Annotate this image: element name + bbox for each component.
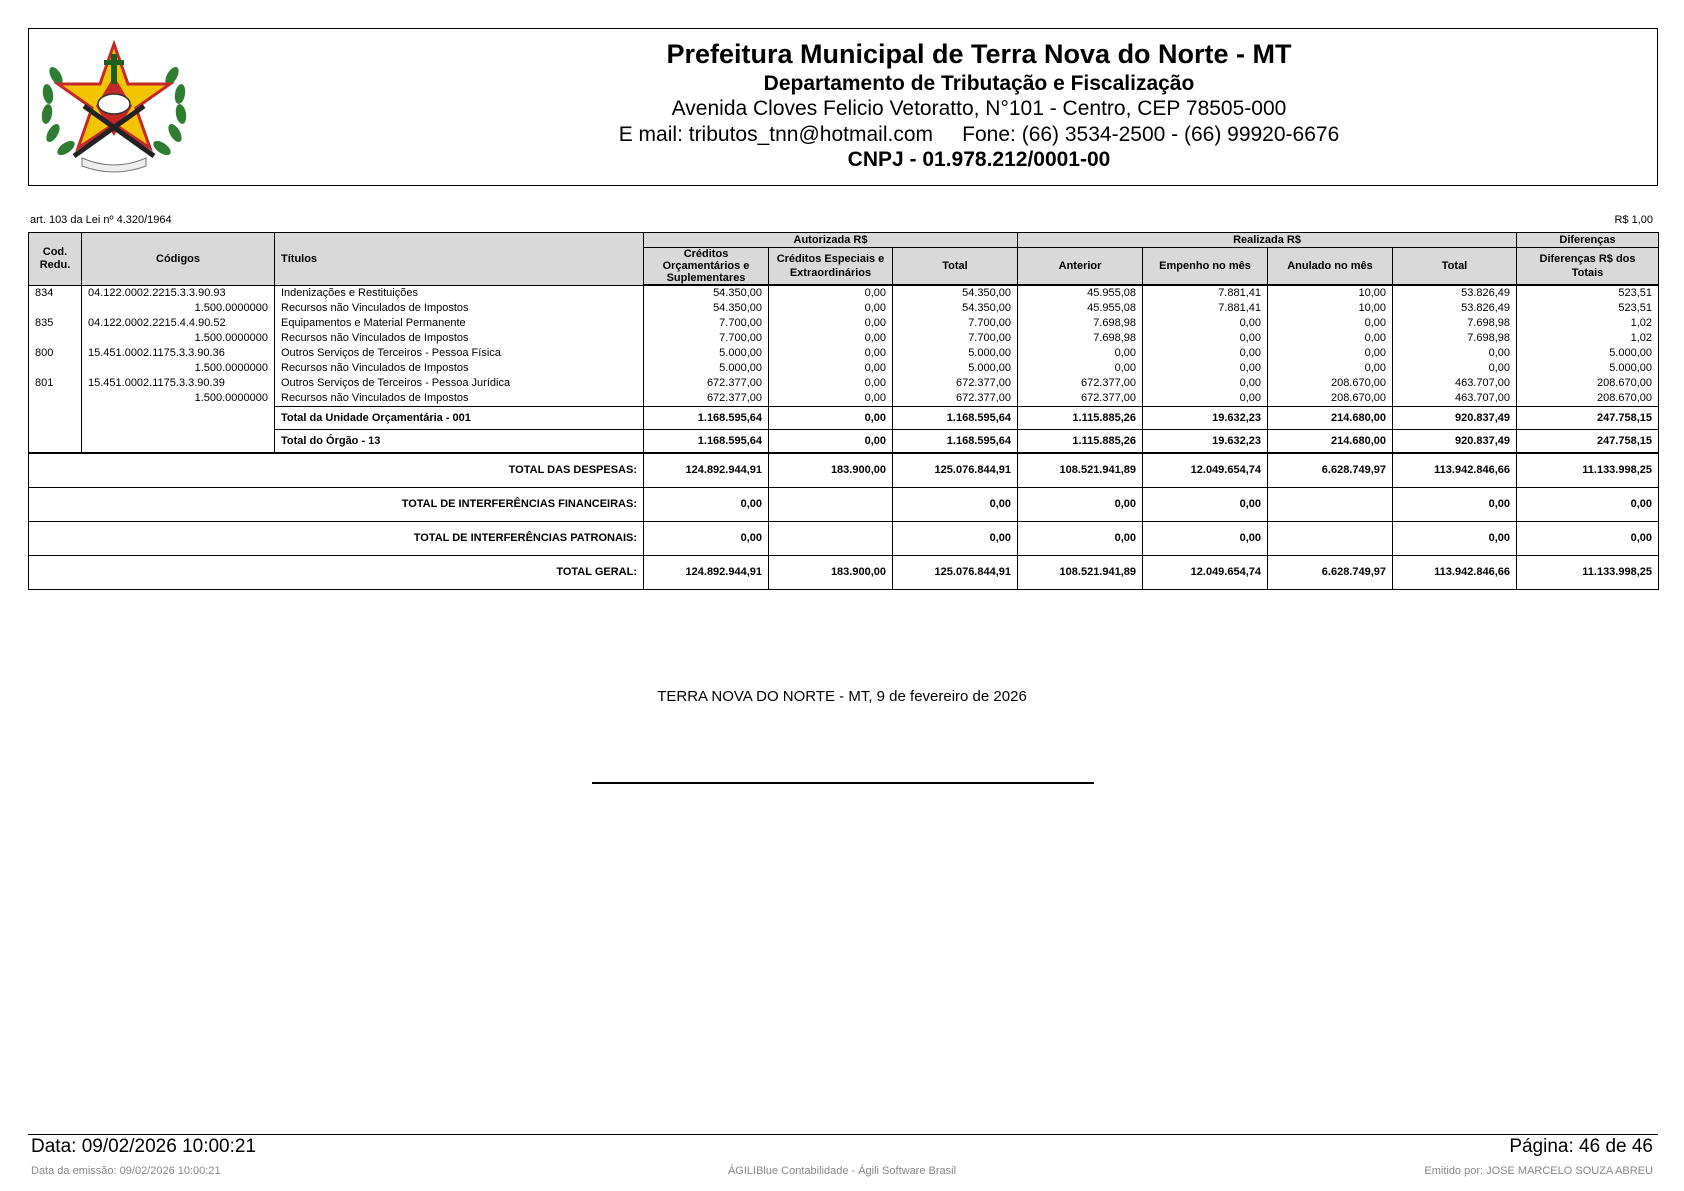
cod-cell [29, 391, 82, 407]
subtotal-value: 920.837,49 [1393, 407, 1517, 430]
value-cell: 7.698,98 [1393, 331, 1517, 346]
grand-total-label: TOTAL DE INTERFERÊNCIAS FINANCEIRAS: [29, 488, 644, 522]
grand-total-value: 0,00 [1143, 488, 1268, 522]
value-cell: 0,00 [1018, 346, 1143, 361]
grand-total-value: 0,00 [893, 522, 1018, 556]
grand-total-value: 0,00 [1143, 522, 1268, 556]
group-autorizada: Autorizada R$ [644, 233, 1018, 248]
grand-total-value: 0,00 [893, 488, 1018, 522]
emission-date: Data da emissão: 09/02/2026 10:00:21 [31, 1165, 221, 1177]
grand-total-value: 125.076.844,91 [893, 556, 1018, 590]
grand-total-value: 0,00 [1517, 522, 1659, 556]
titulo-cell: Indenizações e Restituições [275, 285, 644, 301]
table-row [29, 316, 1659, 331]
legal-reference: art. 103 da Lei nº 4.320/1964 [30, 214, 172, 226]
grand-total-row [29, 522, 1659, 556]
value-cell: 672.377,00 [644, 391, 769, 407]
col-diferencas: Diferenças R$ dos Totais [1517, 248, 1659, 286]
titulo-cell: Recursos não Vinculados de Impostos [275, 391, 644, 407]
value-cell: 54.350,00 [644, 301, 769, 316]
table-row [29, 391, 1659, 407]
cod-cell: 800 [29, 346, 82, 361]
value-cell: 0,00 [1268, 316, 1393, 331]
cod-cell [29, 430, 82, 454]
value-cell: 672.377,00 [893, 376, 1018, 391]
grand-total-label: TOTAL DE INTERFERÊNCIAS PATRONAIS: [29, 522, 644, 556]
codigo-cell [82, 407, 275, 430]
value-cell: 7.881,41 [1143, 285, 1268, 301]
subtotal-value: 19.632,23 [1143, 407, 1268, 430]
value-cell: 672.377,00 [1018, 376, 1143, 391]
value-cell: 5.000,00 [1517, 361, 1659, 376]
value-cell: 463.707,00 [1393, 376, 1517, 391]
value-cell: 0,00 [1268, 331, 1393, 346]
grand-total-value: 0,00 [644, 488, 769, 522]
grand-total-value: 12.049.654,74 [1143, 453, 1268, 488]
value-cell: 53.826,49 [1393, 301, 1517, 316]
subtotal-value: 1.168.595,64 [893, 407, 1018, 430]
page-number: Página: 46 de 46 [1509, 1136, 1653, 1157]
value-cell: 1,02 [1517, 331, 1659, 346]
address-line: Avenida Cloves Felicio Vetoratto, N°101 - Centro, CEP 78505-000 [671, 97, 1287, 120]
value-cell: 0,00 [769, 301, 893, 316]
value-cell: 53.826,49 [1393, 285, 1517, 301]
value-cell: 7.698,98 [1393, 316, 1517, 331]
grand-total-value: 113.942.846,66 [1393, 453, 1517, 488]
grand-total-value: 0,00 [1393, 522, 1517, 556]
grand-total-label: TOTAL DAS DESPESAS: [29, 453, 644, 488]
codigo-cell: 1.500.0000000 [82, 361, 275, 376]
table-row [29, 361, 1659, 376]
value-cell: 0,00 [1268, 361, 1393, 376]
titulo-cell: Outros Serviços de Terceiros - Pessoa Física [275, 346, 644, 361]
group-realizada: Realizada R$ [1018, 233, 1517, 248]
grand-total-value: 0,00 [1018, 522, 1143, 556]
titulo-cell: Recursos não Vinculados de Impostos [275, 301, 644, 316]
software-name: ÁGILIBlue Contabilidade - Ágili Software Brasil [727, 1165, 957, 1177]
value-cell: 0,00 [1143, 316, 1268, 331]
document-header [28, 28, 1658, 186]
codigo-cell: 1.500.0000000 [82, 301, 275, 316]
subtotal-value: 1.168.595,64 [893, 430, 1018, 454]
subtotal-value: 247.758,15 [1517, 430, 1659, 454]
titulo-cell: Recursos não Vinculados de Impostos [275, 331, 644, 346]
codigo-cell: 15.451.0002.1175.3.3.90.36 [82, 346, 275, 361]
value-cell: 0,00 [1143, 376, 1268, 391]
value-cell: 672.377,00 [1018, 391, 1143, 407]
grand-total-value [769, 522, 893, 556]
grand-total-value: 124.892.944,91 [644, 556, 769, 590]
codigo-cell: 04.122.0002.2215.3.3.90.93 [82, 285, 275, 301]
codigo-cell [82, 430, 275, 454]
value-cell: 0,00 [769, 346, 893, 361]
codigo-cell: 1.500.0000000 [82, 331, 275, 346]
currency-unit: R$ 1,00 [1614, 214, 1653, 226]
grand-total-value: 124.892.944,91 [644, 453, 769, 488]
grand-total-value: 6.628.749,97 [1268, 556, 1393, 590]
value-cell: 7.881,41 [1143, 301, 1268, 316]
cod-cell: 834 [29, 285, 82, 301]
value-cell: 208.670,00 [1517, 391, 1659, 407]
value-cell: 7.700,00 [644, 331, 769, 346]
value-cell: 5.000,00 [644, 361, 769, 376]
value-cell: 7.700,00 [893, 331, 1018, 346]
contact-line: E mail: tributos_tnn@hotmail.com Fone: (66) 3534-2500 - (66) 99920-6676 [618, 123, 1340, 146]
codigo-cell: 1.500.0000000 [82, 391, 275, 407]
subtotal-value: 1.115.885,26 [1018, 430, 1143, 454]
col-titulos: Títulos [275, 233, 644, 286]
page-title: Prefeitura Municipal de Terra Nova do Norte - MT [666, 39, 1292, 69]
codigo-cell: 15.451.0002.1175.3.3.90.39 [82, 376, 275, 391]
grand-total-value: 0,00 [1517, 488, 1659, 522]
value-cell: 0,00 [1268, 346, 1393, 361]
col-codigos: Códigos [82, 233, 275, 286]
value-cell: 0,00 [1143, 331, 1268, 346]
expense-table [28, 232, 1659, 590]
value-cell: 1,02 [1517, 316, 1659, 331]
grand-total-value: 183.900,00 [769, 453, 893, 488]
grand-total-value: 6.628.749,97 [1268, 453, 1393, 488]
value-cell: 7.698,98 [1018, 316, 1143, 331]
col-total-autorizada: Total [893, 248, 1018, 286]
value-cell: 45.955,08 [1018, 285, 1143, 301]
value-cell: 523,51 [1517, 285, 1659, 301]
value-cell: 208.670,00 [1517, 376, 1659, 391]
grand-total-value [769, 488, 893, 522]
table-row [29, 331, 1659, 346]
grand-total-value: 11.133.998,25 [1517, 556, 1659, 590]
grand-total-value: 108.521.941,89 [1018, 556, 1143, 590]
subtotal-value: 19.632,23 [1143, 430, 1268, 454]
col-cod: Cod. Redu. [29, 233, 82, 286]
subtotal-value: 0,00 [769, 430, 893, 454]
codigo-cell: 04.122.0002.2215.4.4.90.52 [82, 316, 275, 331]
value-cell: 0,00 [769, 391, 893, 407]
cod-cell: 835 [29, 316, 82, 331]
col-total-realizada: Total [1393, 248, 1517, 286]
subtotal-value: 0,00 [769, 407, 893, 430]
subtotal-label: Total do Órgão - 13 [275, 430, 644, 454]
grand-total-value: 113.942.846,66 [1393, 556, 1517, 590]
grand-total-value: 125.076.844,91 [893, 453, 1018, 488]
issued-by: Emitido por: JOSE MARCELO SOUZA ABREU [1424, 1165, 1653, 1177]
cod-cell [29, 331, 82, 346]
subtotal-row [29, 407, 1659, 430]
subtotal-value: 214.680,00 [1268, 407, 1393, 430]
subtotal-value: 214.680,00 [1268, 430, 1393, 454]
value-cell: 208.670,00 [1268, 376, 1393, 391]
value-cell: 0,00 [1393, 346, 1517, 361]
value-cell: 45.955,08 [1018, 301, 1143, 316]
value-cell: 0,00 [1143, 391, 1268, 407]
value-cell: 54.350,00 [893, 285, 1018, 301]
footer-date: Data: 09/02/2026 10:00:21 [31, 1136, 257, 1157]
value-cell: 0,00 [769, 361, 893, 376]
col-creditos-especiais: Créditos Especiais e Extraordinários [769, 248, 893, 286]
cod-cell [29, 301, 82, 316]
table-row [29, 346, 1659, 361]
coat-of-arms-logo-icon [34, 36, 194, 178]
value-cell: 0,00 [769, 331, 893, 346]
titulo-cell: Outros Serviços de Terceiros - Pessoa Jurídica [275, 376, 644, 391]
value-cell: 672.377,00 [644, 376, 769, 391]
table-row [29, 376, 1659, 391]
subtotal-value: 1.168.595,64 [644, 430, 769, 454]
value-cell: 10,00 [1268, 285, 1393, 301]
col-creditos-orcamentarios: Créditos Orçamentários e Suplementares [644, 248, 769, 286]
grand-total-value [1268, 488, 1393, 522]
value-cell: 0,00 [769, 316, 893, 331]
value-cell: 463.707,00 [1393, 391, 1517, 407]
city-date: TERRA NOVA DO NORTE - MT, 9 de fevereiro de 2026 [657, 688, 1027, 705]
grand-total-row [29, 556, 1659, 590]
subtotal-label: Total da Unidade Orçamentária - 001 [275, 407, 644, 430]
table-row [29, 301, 1659, 316]
value-cell: 54.350,00 [893, 301, 1018, 316]
value-cell: 7.700,00 [644, 316, 769, 331]
value-cell: 7.700,00 [893, 316, 1018, 331]
titulo-cell: Recursos não Vinculados de Impostos [275, 361, 644, 376]
grand-total-value: 0,00 [644, 522, 769, 556]
subtotal-value: 1.168.595,64 [644, 407, 769, 430]
value-cell: 523,51 [1517, 301, 1659, 316]
grand-total-row [29, 453, 1659, 488]
group-diferencas: Diferenças [1517, 233, 1659, 248]
col-anterior: Anterior [1018, 248, 1143, 286]
subtotal-row [29, 430, 1659, 454]
value-cell: 0,00 [1393, 361, 1517, 376]
cod-cell: 801 [29, 376, 82, 391]
table-row [29, 285, 1659, 301]
grand-total-value [1268, 522, 1393, 556]
subtotal-value: 920.837,49 [1393, 430, 1517, 454]
subtotal-value: 247.758,15 [1517, 407, 1659, 430]
grand-total-value: 183.900,00 [769, 556, 893, 590]
cod-cell [29, 361, 82, 376]
cod-cell [29, 407, 82, 430]
grand-total-value: 12.049.654,74 [1143, 556, 1268, 590]
value-cell: 0,00 [769, 285, 893, 301]
grand-total-value: 0,00 [1393, 488, 1517, 522]
col-empenho: Empenho no mês [1143, 248, 1268, 286]
value-cell: 5.000,00 [644, 346, 769, 361]
cnpj-line: CNPJ - 01.978.212/0001-00 [847, 148, 1111, 171]
value-cell: 0,00 [1143, 346, 1268, 361]
value-cell: 54.350,00 [644, 285, 769, 301]
subtotal-value: 1.115.885,26 [1018, 407, 1143, 430]
department-name: Departamento de Tributação e Fiscalização [763, 72, 1195, 95]
value-cell: 5.000,00 [893, 361, 1018, 376]
grand-total-row [29, 488, 1659, 522]
signature-line [592, 782, 1094, 784]
value-cell: 7.698,98 [1018, 331, 1143, 346]
grand-total-value: 108.521.941,89 [1018, 453, 1143, 488]
value-cell: 0,00 [1018, 361, 1143, 376]
col-anulado: Anulado no mês [1268, 248, 1393, 286]
footer-divider [28, 1134, 1658, 1135]
value-cell: 672.377,00 [893, 391, 1018, 407]
grand-total-value: 0,00 [1018, 488, 1143, 522]
grand-total-label: TOTAL GERAL: [29, 556, 644, 590]
titulo-cell: Equipamentos e Material Permanente [275, 316, 644, 331]
value-cell: 5.000,00 [1517, 346, 1659, 361]
value-cell: 208.670,00 [1268, 391, 1393, 407]
grand-total-value: 11.133.998,25 [1517, 453, 1659, 488]
value-cell: 0,00 [1143, 361, 1268, 376]
value-cell: 5.000,00 [893, 346, 1018, 361]
value-cell: 0,00 [769, 376, 893, 391]
value-cell: 10,00 [1268, 301, 1393, 316]
